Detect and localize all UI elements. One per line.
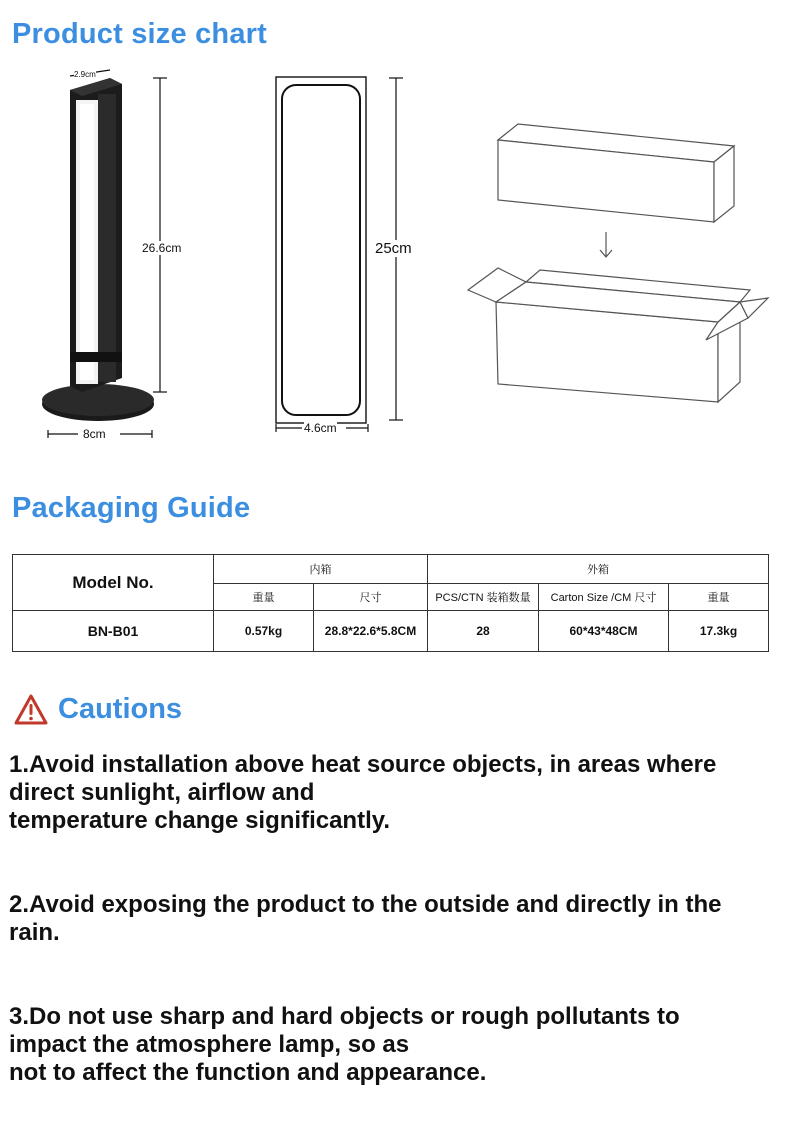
front-outline-illustration: [276, 77, 366, 423]
carton-size-header: Carton Size /CM 尺寸: [539, 584, 669, 611]
lamp-top-width-label: 2.9cm: [74, 70, 96, 79]
outer-weight-cell: 17.3kg: [669, 611, 769, 652]
pcs-ctn-cell: 28: [428, 611, 539, 652]
inner-box-header: 内箱: [214, 555, 428, 584]
cautions-header: [14, 693, 182, 726]
model-header: Model No.: [13, 555, 214, 611]
caution-item-2: 2.Avoid exposing the product to the outside and directly in the rain.: [9, 891, 722, 946]
outer-box-header: 外箱: [428, 555, 769, 584]
product-drawings: [0, 0, 790, 470]
pcs-ctn-header: PCS/CTN 装箱数量: [428, 584, 539, 611]
closed-carton-illustration: [498, 124, 734, 222]
caution-item-3: 3.Do not use sharp and hard objects or rough pollutants to impact the atmosphere lamp, so as not to affect the function and appearance.: [9, 1003, 680, 1086]
front-width-label: 4.6cm: [304, 421, 337, 435]
packaging-guide-title: Packaging Guide: [12, 492, 251, 524]
down-arrow-icon: [600, 232, 612, 257]
open-carton-illustration: [468, 268, 768, 402]
lamp-height-label: 26.6cm: [142, 241, 182, 255]
front-height-label: 25cm: [375, 240, 412, 257]
inner-size-cell: 28.8*22.6*5.8CM: [314, 611, 428, 652]
size-chart-title: Product size chart: [12, 18, 267, 50]
outer-weight-header: 重量: [669, 584, 769, 611]
model-cell: BN-B01: [13, 611, 214, 652]
table-row: [13, 611, 769, 652]
lamp-base-width-label: 8cm: [83, 427, 106, 441]
lamp-illustration: [42, 78, 154, 421]
caution-item-1: 1.Avoid installation above heat source objects, in areas where direct sunlight, airflow and temperature change significantly.: [9, 751, 717, 834]
inner-weight-header: 重量: [214, 584, 314, 611]
inner-weight-cell: 0.57kg: [214, 611, 314, 652]
carton-size-cell: 60*43*48CM: [539, 611, 669, 652]
inner-size-header: 尺寸: [314, 584, 428, 611]
cautions-title: Cautions: [58, 693, 183, 725]
packaging-table: [12, 554, 769, 652]
warning-triangle-icon: [14, 694, 48, 726]
